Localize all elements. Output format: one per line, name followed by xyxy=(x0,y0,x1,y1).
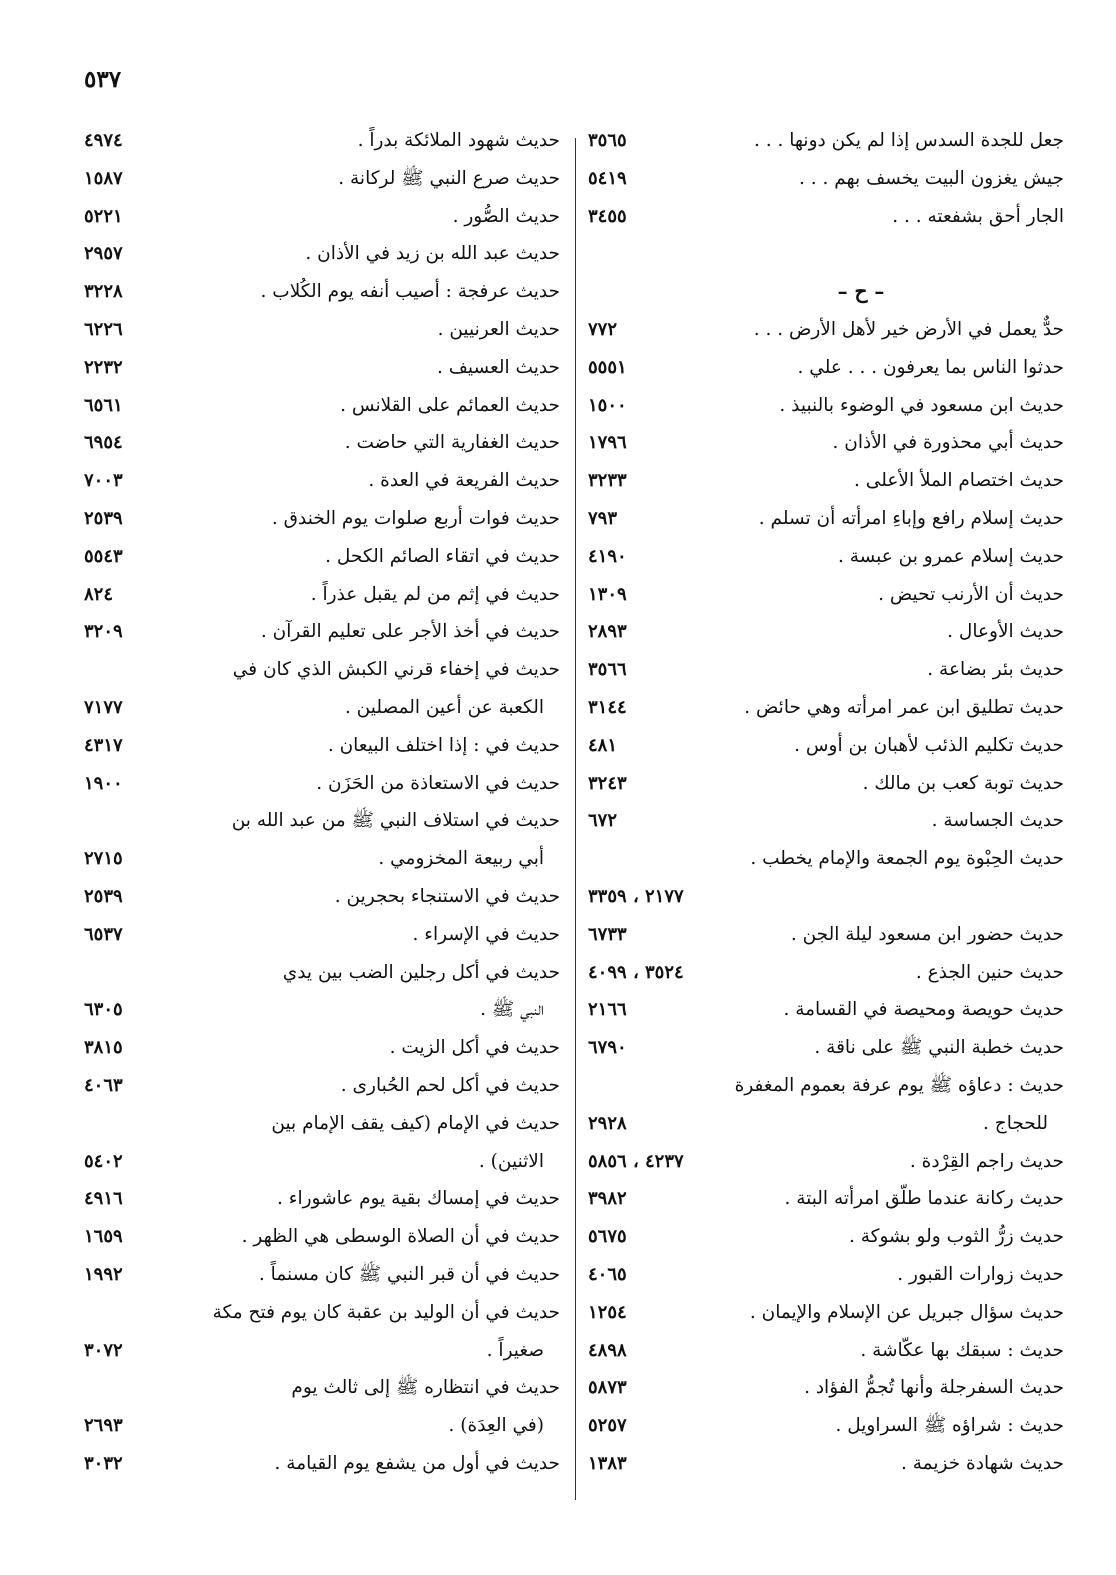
right-column-top-entries xyxy=(588,122,1064,235)
entry-text: حديث في أن الوليد بن عقبة كان يوم فتح مكة xyxy=(212,1301,560,1323)
entry-text: حديث زوارات القبور . xyxy=(897,1263,1064,1285)
index-entry xyxy=(588,840,1064,878)
index-entry xyxy=(84,1445,560,1483)
entry-text: حديث توبة كعب بن مالك . xyxy=(862,772,1064,794)
entry-hadith-number: ١٧٩٦ xyxy=(588,432,627,454)
index-entry xyxy=(84,1143,560,1181)
index-entry xyxy=(588,1445,1064,1483)
index-entry xyxy=(84,1067,560,1105)
entry-hadith-number: ٦٣٠٥ xyxy=(84,999,123,1021)
index-entry xyxy=(84,387,560,425)
entry-hadith-number: ١٩٩٢ xyxy=(84,1263,123,1285)
entry-text: حديث : دعاؤه ﷺ يوم عرفة بعموم المغفرة xyxy=(734,1074,1064,1096)
entry-text: حديث في إثم من لم يقبل عذراً . xyxy=(310,583,560,605)
entry-hadith-number: ٣٥٦٦ xyxy=(588,659,627,681)
entry-text: حديث في أكل الزيت . xyxy=(389,1037,560,1059)
index-entry xyxy=(588,462,1064,500)
entry-hadith-number: ٤٩٧٤ xyxy=(84,130,123,151)
entry-hadith-number: ٥٥٤٣ xyxy=(84,545,123,567)
entry-hadith-number: ٣٨١٥ xyxy=(84,1037,123,1059)
entry-hadith-number: ٣٥٢٤ ، ٤٠٩٩ xyxy=(588,961,684,983)
index-entry xyxy=(84,576,560,614)
index-entry xyxy=(588,1067,1064,1105)
entry-text: الاثنين) . xyxy=(478,1150,544,1172)
entry-hadith-number: ٣٠٧٢ xyxy=(84,1339,123,1361)
entry-hadith-number: ٣٢٤٣ xyxy=(588,772,627,794)
entry-text: حديث إسلام عمرو بن عبسة . xyxy=(837,545,1064,567)
right-column xyxy=(588,122,1064,1483)
index-entry xyxy=(588,1369,1064,1407)
entry-text: حديث شهادة خزيمة . xyxy=(901,1452,1064,1474)
entry-hadith-number: ٢٦٩٣ xyxy=(84,1415,123,1437)
entry-hadith-number: ٢٩٢٨ xyxy=(588,1112,627,1134)
entry-hadith-number: ٤٨١ xyxy=(588,734,618,756)
index-entry xyxy=(588,198,1064,236)
index-entry xyxy=(588,160,1064,198)
index-entry xyxy=(84,916,560,954)
entry-text: حديث ابن مسعود في الوضوء بالنبيذ . xyxy=(779,394,1064,416)
index-entry xyxy=(84,727,560,765)
index-entry xyxy=(588,387,1064,425)
index-entry xyxy=(84,1218,560,1256)
entry-text: صغيراً . xyxy=(486,1339,544,1361)
index-entry xyxy=(84,273,560,311)
entry-text: حديث الصُّور . xyxy=(452,205,560,227)
entry-text: حديث العرنيين . xyxy=(437,318,560,340)
entry-hadith-number: ٥٤٠٢ xyxy=(84,1150,123,1172)
entry-text: حديث حضور ابن مسعود ليلة الجن . xyxy=(790,923,1064,945)
entry-text: حديث في انتظاره ﷺ إلى ثالث يوم xyxy=(291,1377,560,1399)
entry-text: للحجاج . xyxy=(983,1112,1048,1134)
index-entry xyxy=(84,878,560,916)
entry-text: حديث الغفارية التي حاضت . xyxy=(344,432,560,454)
index-entry xyxy=(588,651,1064,689)
entry-text: حديث في إخفاء قرني الكبش الذي كان في xyxy=(232,659,560,681)
entry-text: جعل للجدة السدس إذا لم يكن دونها . . . xyxy=(753,130,1064,151)
index-entry xyxy=(588,954,1064,992)
entry-hadith-number: ٣٢٣٣ xyxy=(588,470,627,492)
entry-text: حديث العمائم على القلانس . xyxy=(340,394,560,416)
entry-text: حديث في الاستعاذة من الحَزَن . xyxy=(316,772,560,794)
entry-hadith-number: ٦٥٦١ xyxy=(84,394,123,416)
index-entry xyxy=(588,991,1064,1029)
index-entry xyxy=(84,1180,560,1218)
index-entry xyxy=(588,765,1064,803)
left-column xyxy=(84,122,560,1483)
entry-text: حديث عرفجة : أصيب أنفه يوم الكُلاب . xyxy=(260,281,560,303)
index-entry xyxy=(84,689,560,727)
index-entry xyxy=(84,500,560,538)
index-entry xyxy=(588,1332,1064,1370)
entry-hadith-number: ٨٢٤ xyxy=(84,583,114,605)
entry-text: حديث بئر بضاعة . xyxy=(927,659,1064,681)
entry-hadith-number: ١٣٨٣ xyxy=(588,1452,627,1474)
index-entry xyxy=(84,613,560,651)
index-entry xyxy=(588,349,1064,387)
entry-text: حديث خطبة النبي ﷺ على ناقة . xyxy=(814,1037,1064,1059)
entry-hadith-number: ٢٨٩٣ xyxy=(588,621,627,643)
entry-text: حديث في أخذ الأجر على تعليم القرآن . xyxy=(260,621,560,643)
entry-text: حدٌّ يعمل في الأرض خير لأهل الأرض . . . xyxy=(753,318,1064,340)
entry-hadith-number: ٣٤٥٥ xyxy=(588,205,627,227)
entry-text: حديث الجساسة . xyxy=(931,810,1064,832)
entry-text: حديث صرع النبي ﷺ لركانة . xyxy=(338,167,560,189)
entry-text: حديث في أول من يشفع يوم القيامة . xyxy=(274,1452,560,1474)
index-entry xyxy=(84,1294,560,1332)
index-entry xyxy=(84,160,560,198)
entry-text: حديث في اتقاء الصائم الكحل . xyxy=(325,545,560,567)
entry-text: حديث اختصام الملأ الأعلى . xyxy=(854,470,1064,492)
entry-text: حديث تكليم الذئب لأهبان بن أوس . xyxy=(794,734,1064,756)
entry-text: حديث في أن قبر النبي ﷺ كان مسنماً . xyxy=(258,1263,560,1285)
entry-text: حديث عبد الله بن زيد في الأذان . xyxy=(305,243,560,265)
entry-text: الكعبة عن أعين المصلين . xyxy=(344,696,544,718)
entry-text: حديث في الإمام (كيف يقف الإمام بين xyxy=(271,1112,560,1134)
entry-text: حديث ركانة عندما طلّق امرأته البتة . xyxy=(784,1188,1064,1210)
entry-hadith-number: ٢٩٥٧ xyxy=(84,243,123,265)
entry-hadith-number: ١٣٠٩ xyxy=(588,583,627,605)
entry-hadith-number: ٤٣١٧ xyxy=(84,734,123,756)
index-entry xyxy=(588,1294,1064,1332)
entry-hadith-number: ٣٥٦٥ xyxy=(588,130,627,151)
entry-hadith-number: ٧١٧٧ xyxy=(84,696,123,718)
entry-text: حديث حويصة ومحيصة في القسامة . xyxy=(783,999,1064,1021)
index-entry xyxy=(588,1218,1064,1256)
index-entry xyxy=(588,727,1064,765)
index-entry xyxy=(84,122,560,160)
index-entry xyxy=(588,311,1064,349)
entry-hadith-number: ١٢٥٤ xyxy=(588,1301,627,1323)
entry-hadith-number: ٤٠٦٥ xyxy=(588,1263,627,1285)
entry-hadith-number: ٦٩٥٤ xyxy=(84,432,123,454)
page-number: ٥٣٧ xyxy=(84,66,122,93)
index-entry xyxy=(84,349,560,387)
index-entry xyxy=(588,1180,1064,1218)
entry-text: حديث في استلاف النبي ﷺ من عبد الله بن xyxy=(231,810,560,832)
entry-hadith-number: ٣١٤٤ xyxy=(588,696,627,718)
index-entry xyxy=(84,651,560,689)
entry-text: حديث زرُّ الثوب ولو بشوكة . xyxy=(848,1226,1064,1248)
entry-text: حديث فوات أربع صلوات يوم الخندق . xyxy=(271,507,560,529)
entry-hadith-number: ٤٨٩٨ xyxy=(588,1339,627,1361)
entry-hadith-number: ٦٧٢ xyxy=(588,810,618,832)
entry-hadith-number: ٣٠٣٢ xyxy=(84,1452,123,1474)
entry-text: حديث : شراؤه ﷺ السراويل . xyxy=(835,1415,1064,1437)
index-entry xyxy=(84,1407,560,1445)
entry-hadith-number: ٥٢٥٧ xyxy=(588,1415,627,1437)
entry-text: حديث : سبقك بها عكّاشة . xyxy=(860,1339,1064,1361)
entry-text: حديث أن الأرنب تحيض . xyxy=(878,583,1064,605)
index-entry xyxy=(588,878,1064,916)
entry-hadith-number: ٦٢٢٦ xyxy=(84,318,123,340)
entry-hadith-number: ٤١٩٠ xyxy=(588,545,627,567)
index-entry xyxy=(588,1143,1064,1181)
entry-text: حديث العسيف . xyxy=(436,356,560,378)
entry-text: حديث الفريعة في العدة . xyxy=(368,470,560,492)
entry-hadith-number: ١٥٨٧ xyxy=(84,167,123,189)
entry-text: حديث في الإسراء . xyxy=(412,923,560,945)
entry-hadith-number: ٧٧٢ xyxy=(588,318,618,340)
index-entry xyxy=(84,802,560,840)
entry-text: حديث في الاستنجاء بحجرين . xyxy=(334,885,560,907)
entry-text: حديث إسلام رافع وإباءِ امرأته أن تسلم . xyxy=(758,507,1064,529)
entry-hadith-number: ٢١٦٦ xyxy=(588,999,627,1021)
entry-hadith-number: ٢٧١٥ xyxy=(84,848,123,870)
entry-hadith-number: ٥٨٧٣ xyxy=(588,1377,627,1399)
entry-hadith-number: ٢٥٣٩ xyxy=(84,507,123,529)
entry-text: حديث في إمساك بقية يوم عاشوراء . xyxy=(276,1188,560,1210)
section-gap xyxy=(588,235,1064,273)
index-entry xyxy=(84,954,560,992)
index-entry xyxy=(84,538,560,576)
index-entry xyxy=(588,500,1064,538)
index-entry xyxy=(588,916,1064,954)
entry-hadith-number: ٢١٧٧ ، ٣٣٥٩ xyxy=(588,885,684,907)
entry-hadith-number: ٢٥٣٩ xyxy=(84,885,123,907)
entry-text: (في العِدَة) . xyxy=(448,1415,544,1437)
entry-hadith-number: ٥٥٥١ xyxy=(588,356,627,378)
index-entry xyxy=(588,1105,1064,1143)
index-entry xyxy=(588,538,1064,576)
entry-text: حديث الأوعال . xyxy=(947,621,1064,643)
index-entry xyxy=(588,613,1064,651)
entry-text: حديث سؤال جبريل عن الإسلام والإيمان . xyxy=(749,1301,1064,1323)
index-entry xyxy=(84,1105,560,1143)
index-entry xyxy=(84,1369,560,1407)
index-entry xyxy=(588,1256,1064,1294)
entry-hadith-number: ٧٠٠٣ xyxy=(84,470,123,492)
index-entry xyxy=(588,802,1064,840)
index-entry xyxy=(84,198,560,236)
index-entry xyxy=(84,424,560,462)
entry-hadith-number: ٥٦٧٥ xyxy=(588,1226,627,1248)
index-entry xyxy=(588,1407,1064,1445)
entry-hadith-number: ١٥٠٠ xyxy=(588,394,627,416)
index-entry xyxy=(588,122,1064,160)
entry-text: حديث في أن الصلاة الوسطى هي الظهر . xyxy=(241,1226,560,1248)
entry-hadith-number: ٥٢٢١ xyxy=(84,205,123,227)
index-entry xyxy=(84,235,560,273)
index-entry xyxy=(84,1332,560,1370)
index-entry xyxy=(84,462,560,500)
entry-text: حديث راجم القِرْدة . xyxy=(909,1150,1064,1172)
entry-text: أبي ربيعة المخزومي . xyxy=(378,848,544,870)
entry-text: الجار أحق بشفعته . . . xyxy=(892,205,1064,227)
entry-text: حديث في : إذا اختلف البيعان . xyxy=(327,734,560,756)
right-column-ha-entries xyxy=(588,311,1064,1483)
index-entry xyxy=(84,840,560,878)
entry-hadith-number: ٤٩١٦ xyxy=(84,1188,123,1210)
entry-hadith-number: ٤٢٣٧ ، ٥٨٥٦ xyxy=(588,1150,684,1172)
entry-hadith-number: ٣٢٢٨ xyxy=(84,281,123,303)
index-entry xyxy=(84,311,560,349)
entry-text: حديث في أكل لحم الحُبارى . xyxy=(340,1074,560,1096)
index-entry xyxy=(84,1029,560,1067)
entry-text: حديث تطليق ابن عمر امرأته وهي حائض . xyxy=(744,696,1064,718)
index-entry xyxy=(84,765,560,803)
entry-text: حديث الحِبْوة يوم الجمعة والإمام يخطب . xyxy=(750,848,1064,870)
entry-hadith-number: ٦٥٣٧ xyxy=(84,923,123,945)
entry-hadith-number: ٧٩٣ xyxy=(588,507,618,529)
entry-text: حديث حنين الجذع . xyxy=(915,961,1064,983)
index-entry xyxy=(588,424,1064,462)
section-header-ha: – ح – xyxy=(837,279,885,304)
entry-text: حدثوا الناس بما يعرفون . . . علي . xyxy=(797,356,1064,378)
entry-text: حديث في أكل رجلين الضب بين يدي xyxy=(282,961,560,983)
entry-hadith-number: ١٩٠٠ xyxy=(84,772,123,794)
entry-hadith-number: ٣٩٨٢ xyxy=(588,1188,627,1210)
entry-hadith-number: ٢٢٣٢ xyxy=(84,356,123,378)
index-entry xyxy=(588,576,1064,614)
entry-text: حديث شهود الملائكة بدراً . xyxy=(357,130,560,151)
entry-text: النبي ﷺ . xyxy=(480,999,544,1021)
entry-hadith-number: ٣٢٠٩ xyxy=(84,621,123,643)
column-divider xyxy=(575,138,576,1500)
index-entry xyxy=(84,1256,560,1294)
entry-hadith-number: ٥٤١٩ xyxy=(588,167,627,189)
entry-text: جيش يغزون البيت يخسف بهم . . . xyxy=(798,167,1064,189)
entry-hadith-number: ١٦٥٩ xyxy=(84,1226,123,1248)
entry-text: حديث السفرجلة وأنها تُجمُّ الفؤاد . xyxy=(804,1377,1064,1399)
index-entry xyxy=(588,689,1064,727)
entry-hadith-number: ٦٧٣٣ xyxy=(588,923,627,945)
entry-hadith-number: ٤٠٦٣ xyxy=(84,1074,123,1096)
index-entry xyxy=(84,991,560,1029)
entry-hadith-number: ٦٧٩٠ xyxy=(588,1037,627,1059)
entry-text: حديث أبي محذورة في الأذان . xyxy=(832,432,1064,454)
index-entry xyxy=(588,1029,1064,1067)
